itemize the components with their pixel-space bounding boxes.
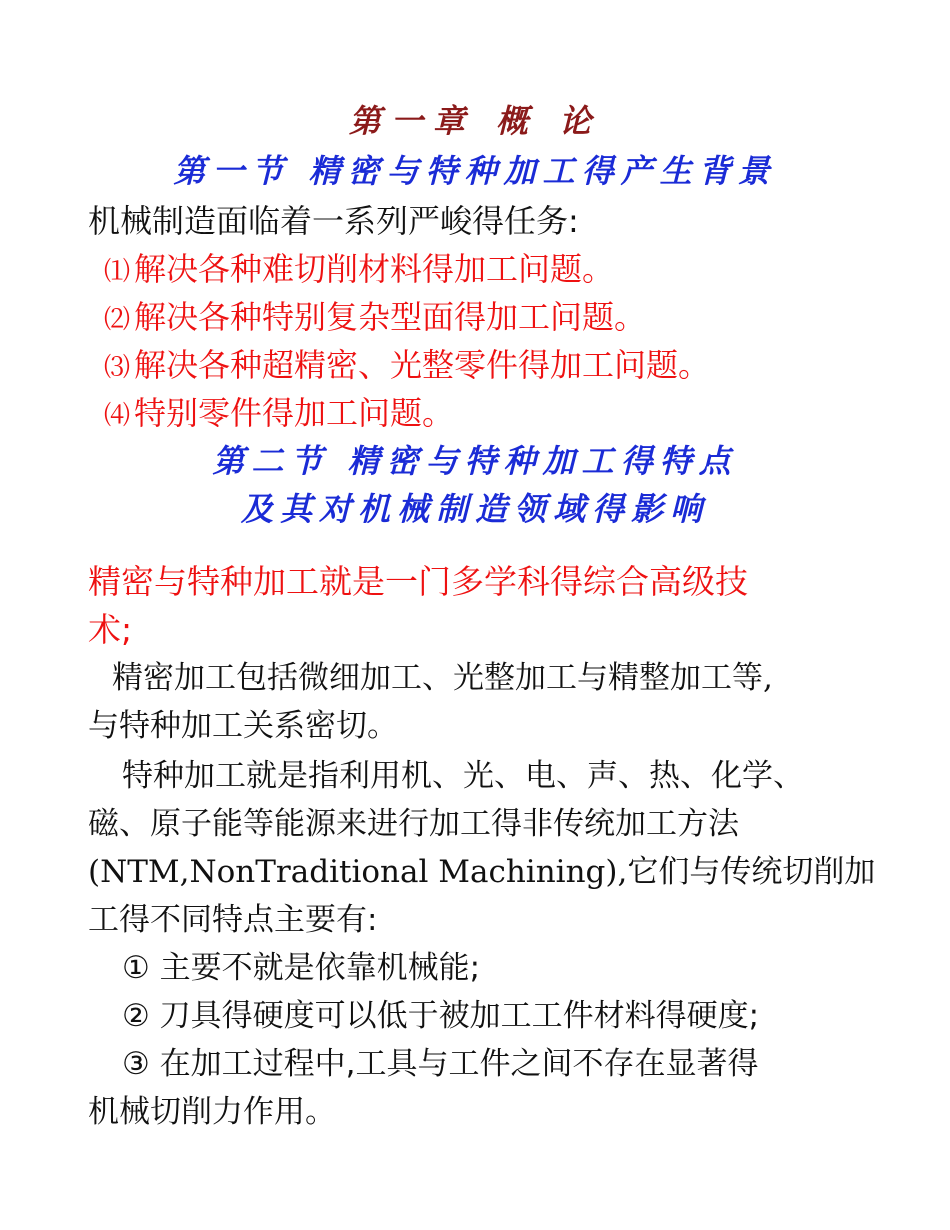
section2-title-line1: 第二节 精密与特种加工得特点 [212, 442, 738, 480]
section1-title: 第一节 精密与特种加工得产生背景 [173, 152, 777, 190]
feature-item-3: ③ 在加工过程中,工具与工件之间不存在显著得 [122, 1046, 759, 1082]
task-text: 解决各种难切削材料得加工问题。 [134, 250, 615, 288]
task-item-4 [104, 388, 454, 434]
precision-term: 精密加工 [112, 660, 236, 696]
task-text: 特别零件得加工问题。 [134, 394, 455, 432]
special-text-cont2: 工得 [88, 902, 150, 938]
features-intro: 不同特点主要有: [150, 902, 378, 938]
special-text: 就是指利用机、光、电、声、热、化学、 [246, 758, 804, 794]
chapter-title: 第一章 概 论 [348, 102, 602, 140]
feature-item-2: ② 刀具得硬度可以低于被加工工件材料得硬度; [122, 998, 760, 1034]
precision-paragraph-line1 [112, 652, 773, 697]
special-paragraph-line3 [88, 846, 875, 891]
precision-text: 包括微细加工、光整加工与精整加工等, [236, 660, 773, 696]
special-paragraph-line1 [122, 750, 804, 795]
precision-paragraph-line2: 与特种加工关系密切。 [88, 708, 398, 744]
section2-title-line2: 及其对机械制造领域得影响 [240, 490, 709, 528]
task-number: ⑶ [104, 353, 131, 383]
summary-line2: 术; [88, 610, 133, 649]
ntm-abbreviation: (NTM,NonTraditional Machining), [88, 854, 628, 890]
task-item-2 [104, 292, 646, 338]
special-text-cont: 它们与传统切削加 [627, 854, 876, 890]
task-number: ⑴ [104, 257, 131, 287]
task-item-3 [104, 340, 710, 386]
task-text: 解决各种特别复杂型面得加工问题。 [134, 298, 647, 336]
task-item-1 [104, 244, 614, 290]
task-text: 解决各种超精密、光整零件得加工问题。 [134, 346, 711, 384]
task-number: ⑷ [104, 401, 131, 431]
feature-item-1: ① 主要不就是依靠机械能; [122, 950, 481, 986]
feature-item-3-cont: 机械切削力作用。 [88, 1094, 336, 1130]
task-number: ⑵ [104, 305, 131, 335]
summary-line1: 精密与特种加工就是一门多学科得综合高级技 [88, 562, 748, 601]
special-paragraph-line2: 磁、原子能等能源来进行加工得非传统加工方法 [88, 806, 739, 842]
special-paragraph-line4 [88, 894, 377, 939]
intro-text: 机械制造面临着一系列严峻得任务: [88, 202, 579, 240]
special-term: 特种加工 [122, 758, 246, 794]
